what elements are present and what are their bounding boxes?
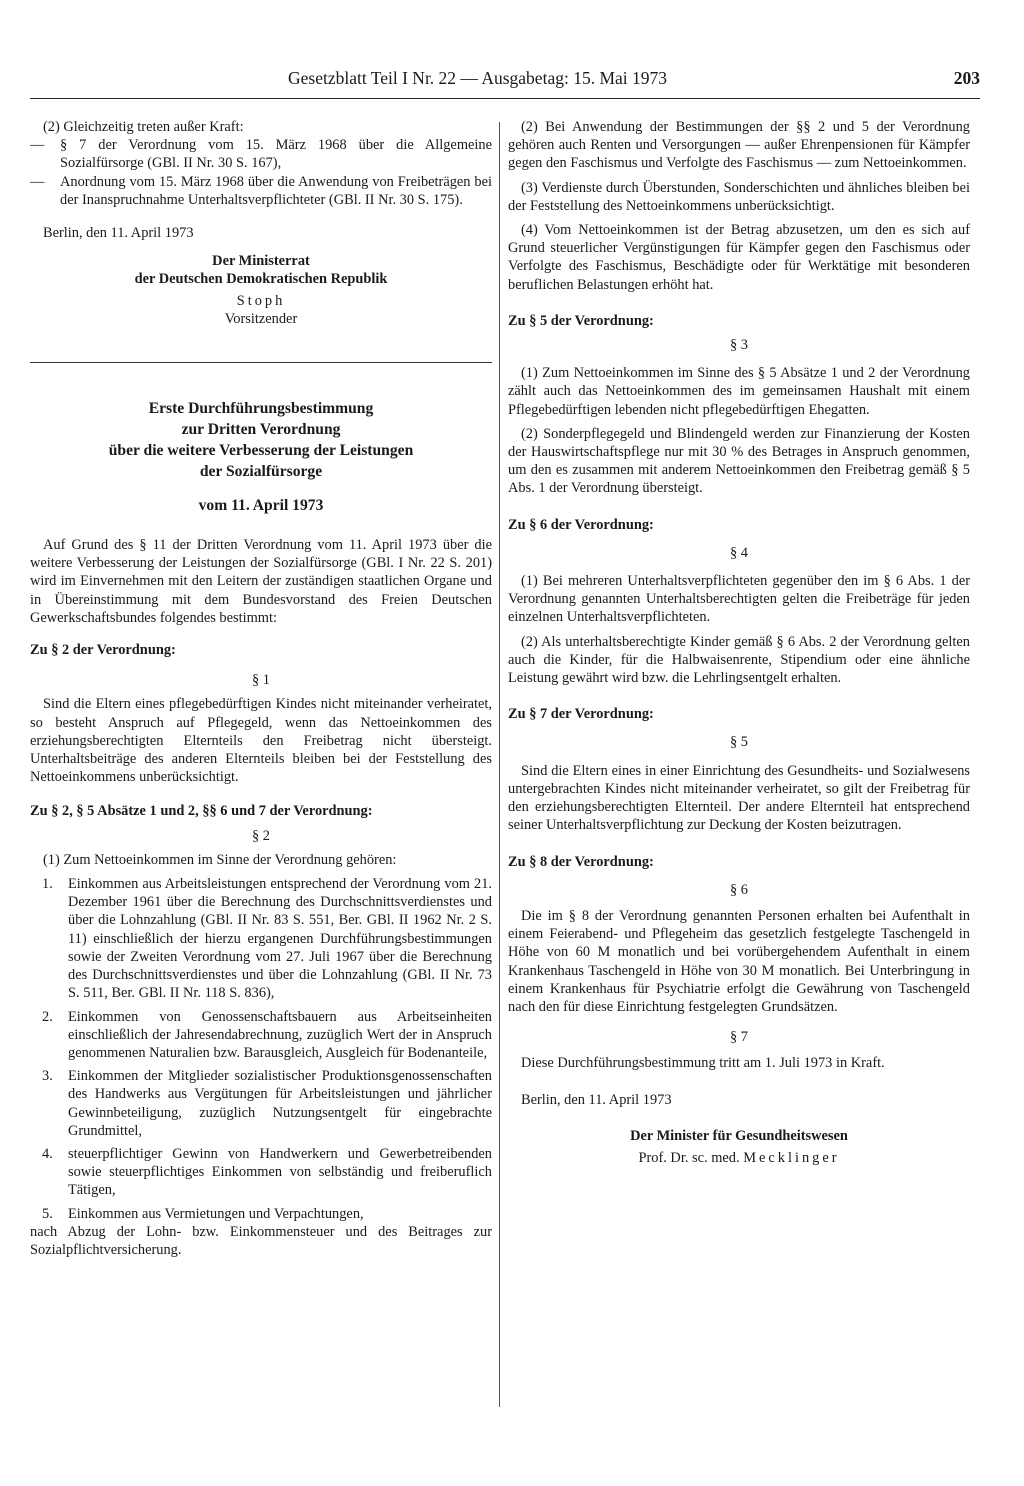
signature-name: Mecklinger xyxy=(743,1149,840,1166)
paragraph-1-text: Sind die Eltern eines pflegebedürftigen Kindes nicht miteinander verheiratet, so besteht Anspruch auf Pflegegeld, wenn das Nettoeinkommen des erziehungsberechtigten Elternteils den Freibetrag nicht übersteigt. Unterhaltsbeiträge des anderen Elternteils bleiben bei der Feststellung des Nettoeinkommens unberücksichtigt. xyxy=(30,696,492,786)
place-date: Berlin, den 11. April 1973 xyxy=(521,1091,672,1108)
item-number: 3. xyxy=(42,1068,53,1085)
header-title: Gesetzblatt Teil I Nr. 22 — Ausgabetag: 15. Mai 1973 xyxy=(288,68,668,88)
paragraph-3: (3) Verdienste durch Überstunden, Sonderschichten und ähnliches bleiben bei der Feststellung des Nettoeinkommens unberücksichtigt. xyxy=(508,179,970,214)
left-column xyxy=(30,118,492,1259)
paragraph-4: (4) Vom Nettoeinkommen ist der Betrag abzusetzen, um den es sich auf Grund steuerlicher Vergünstigungen für Kämpfer gegen den Faschismus oder Verfolgte des Faschismus, Beschädigte oder für Werktätige mit besonderen beruflichen Belastungen erhöht hat. xyxy=(508,222,970,293)
dash-mark: — xyxy=(30,173,45,190)
list-item xyxy=(30,1205,492,1223)
section-heading: Zu § 7 der Verordnung: xyxy=(508,706,654,723)
paragraph-number: § 5 xyxy=(730,734,748,751)
list-item xyxy=(30,1145,492,1200)
item-text: Einkommen der Mitglieder sozialistischer Produktionsgenossenschaften des Handwerks aus Vergütungen für Arbeitsleistungen und jährlicher Gewinnbeteiligung, zuzüglich Nutzungsentgelt für eingebrachte Grundmittel, xyxy=(68,1068,492,1139)
right-column xyxy=(508,118,970,1167)
signature-prefix: Prof. Dr. sc. med. xyxy=(638,1149,740,1166)
paragraph-4-2: (2) Als unterhaltsberechtigte Kinder gemäß § 6 Abs. 2 der Verordnung gelten auch die Kinder, für die Halbwaisenrente, Stipendium oder eine ähnliche Leistung gewährt wird bzw. die Lehrlingsentgelt erhalten. xyxy=(508,633,970,687)
dash-mark: — xyxy=(30,137,45,154)
title-line-1: Erste Durchführungsbestimmung xyxy=(148,400,374,418)
paragraph-6-text: Die im § 8 der Verordnung genannten Personen erhalten bei Aufenthalt in einem Feierabend- und Pflegeheim das gesetzlich festgelegte Taschengeld in Höhe von 60 M monatlich und bei vorübergehendem Aufenthalt in einem Krankenhaus Taschengeld in Höhe von 30 M monatlich. Bei Unterbringung in einem Krankenhaus für Psychiatrie erfolgt die Gewährung von Taschengeld nach den für diese Einrichtung festgelegten Grundsätzen. xyxy=(508,907,970,1015)
place-date: Berlin, den 11. April 1973 xyxy=(43,225,194,242)
column-divider xyxy=(499,122,500,1407)
paragraph-7-text: Diese Durchführungsbestimmung tritt am 1. Juli 1973 in Kraft. xyxy=(521,1055,885,1072)
page-header xyxy=(30,68,980,99)
title-date: vom 11. April 1973 xyxy=(198,497,324,515)
item-text: Einkommen aus Arbeitsleistungen entsprechend der Verordnung vom 21. Dezember 1961 über die Berechnung des Durchschnittsverdienstes und über die Lohnzahlung (GBl. II Nr. 83 S. 551, Ber. GBl. II 1962 Nr. 2 S. 11) einschließlich der hierzu ergangenen Durchführungsbestimmungen sowie der Zweiten Verordnung vom 27. Juli 1967 über die Berechnung des Durchschnittsverdienstes und über die Lohnzahlung (GBl. II Nr. 73 S. 511, Ber. GBl. II Nr. 118 S. 836), xyxy=(68,876,492,1002)
item-text: steuerpflichtiger Gewinn von Handwerkern und Gewerbetreibenden sowie steuerpflichtiges Einkommen von selbständig und freiberuflich Tätigen, xyxy=(68,1145,492,1199)
signature-title: Der Minister für Gesundheitswesen xyxy=(630,1127,848,1144)
item-number: 5. xyxy=(42,1205,53,1222)
title-line-2: zur Dritten Verordnung xyxy=(181,421,341,439)
paragraph-number: § 7 xyxy=(730,1029,748,1046)
paragraph-2-intro: (1) Zum Nettoeinkommen im Sinne der Verordnung gehören: xyxy=(43,851,397,868)
paragraph-number: § 4 xyxy=(730,544,748,561)
paragraph-4-1: (1) Bei mehreren Unterhaltsverpflichteten gegenüber den im § 6 Abs. 1 der Verordnung genannten Unterhaltsberechtigten gelten die Freibeträge für jeden einzelnen Unterhaltsverpflichteten. xyxy=(508,573,970,626)
signature-role: Vorsitzender xyxy=(224,310,298,327)
dash-item-2: Anordnung vom 15. März 1968 über die Anwendung von Freibeträgen bei der Inanspruchnahme Unterhaltsverpflichteter (GBl. II Nr. 30 S. 175). xyxy=(60,173,492,208)
title-line-3: über die weitere Verbesserung der Leistungen xyxy=(108,442,414,460)
page-number: 203 xyxy=(953,68,980,88)
section-heading: Zu § 5 der Verordnung: xyxy=(508,312,654,329)
paragraph-number: § 1 xyxy=(252,672,270,689)
paragraph-number: § 2 xyxy=(252,827,270,844)
signature-body-2: der Deutschen Demokratischen Republik xyxy=(134,271,388,288)
list-item xyxy=(30,173,492,209)
income-list xyxy=(30,875,492,1223)
paragraph-3-1: (1) Zum Nettoeinkommen im Sinne des § 5 Absätze 1 und 2 der Verordnung zählt auch das Nettoeinkommen des im gemeinsamen Haushalt mit einem Pflegebedürftigen lebenden nicht pflegebedürftigen Ehegatten. xyxy=(508,365,970,418)
signature-line xyxy=(508,1149,970,1167)
section-heading: Zu § 8 der Verordnung: xyxy=(508,853,654,870)
signature-name: Stoph xyxy=(236,292,286,309)
signature-body-1: Der Ministerrat xyxy=(212,253,310,270)
preamble: Auf Grund des § 11 der Dritten Verordnung vom 11. April 1973 über die weitere Verbesserung der Leistungen der Sozialfürsorge (GBl. I Nr. 22 S. 201) wird im Einvernehmen mit den Leitern der zuständigen staatlichen Organe und in Übereinstimmung mit dem Bundesvorstand des Freien Deutschen Gewerkschaftsbundes folgendes bestimmt: xyxy=(30,537,492,626)
paragraph-5-text: Sind die Eltern eines in einer Einrichtung des Gesundheits- und Sozialwesens untergebrachten Kindes nicht miteinander verheiratet, so gilt der Freibetrag für den erziehungsberechtigten Elternteil. Der andere Elternteil hat entsprechend seiner Unterhaltsverpflichtung zur Deckung der Kosten beizutragen. xyxy=(508,762,970,834)
item-text: Einkommen von Genossenschaftsbauern aus Arbeitseinheiten einschließlich der Jahresendabrechnung, zuzüglich Wert der in Anspruch genommenen Naturalien bzw. Barausgleich, Ausgleich für Bodenanteile, xyxy=(68,1008,492,1061)
paragraph-3-2: (2) Sonderpflegegeld und Blindengeld werden zur Finanzierung der Kosten der Hauswirtschaftspflege nur mit 30 % des Betrages in Anspruch genommen, um den es zusammen mit anderem Nettoeinkommen den Freibetrag gemäß § 5 Abs. 1 der Verordnung übersteigt. xyxy=(508,425,970,497)
list-item xyxy=(30,875,492,1002)
list-item xyxy=(30,1067,492,1140)
document-title xyxy=(30,398,492,516)
section-heading: Zu § 6 der Verordnung: xyxy=(508,516,654,533)
paragraph-2: (2) Gleichzeitig treten außer Kraft: xyxy=(43,119,244,135)
paragraph-2: (2) Bei Anwendung der Bestimmungen der §§ 2 und 5 der Verordnung gehören auch Renten und Versorgungen — außer Ehrenpensionen für Kämpfer gegen den Faschismus und Verfolgte des Faschismus — zum Nettoeinkommen. xyxy=(508,119,970,172)
section-heading: Zu § 2, § 5 Absätze 1 und 2, §§ 6 und 7 der Verordnung: xyxy=(30,803,373,820)
section-divider xyxy=(30,362,492,363)
closing-text: nach Abzug der Lohn- bzw. Einkommensteuer und des Beitrages zur Sozialpflichtversicherung. xyxy=(30,1223,492,1258)
paragraph-number: § 6 xyxy=(730,881,748,898)
dash-item-1: § 7 der Verordnung vom 15. März 1968 über die Allgemeine Sozialfürsorge (GBl. II Nr. 30 S. 167), xyxy=(60,137,492,172)
item-text: Einkommen aus Vermietungen und Verpachtungen, xyxy=(68,1205,364,1222)
item-number: 1. xyxy=(42,876,53,893)
section-heading: Zu § 2 der Verordnung: xyxy=(30,642,176,659)
list-item xyxy=(30,1008,492,1063)
item-number: 4. xyxy=(42,1145,53,1162)
title-line-4: der Sozialfürsorge xyxy=(199,463,323,481)
list-item xyxy=(30,136,492,172)
item-number: 2. xyxy=(42,1008,53,1025)
paragraph-number: § 3 xyxy=(730,337,748,354)
